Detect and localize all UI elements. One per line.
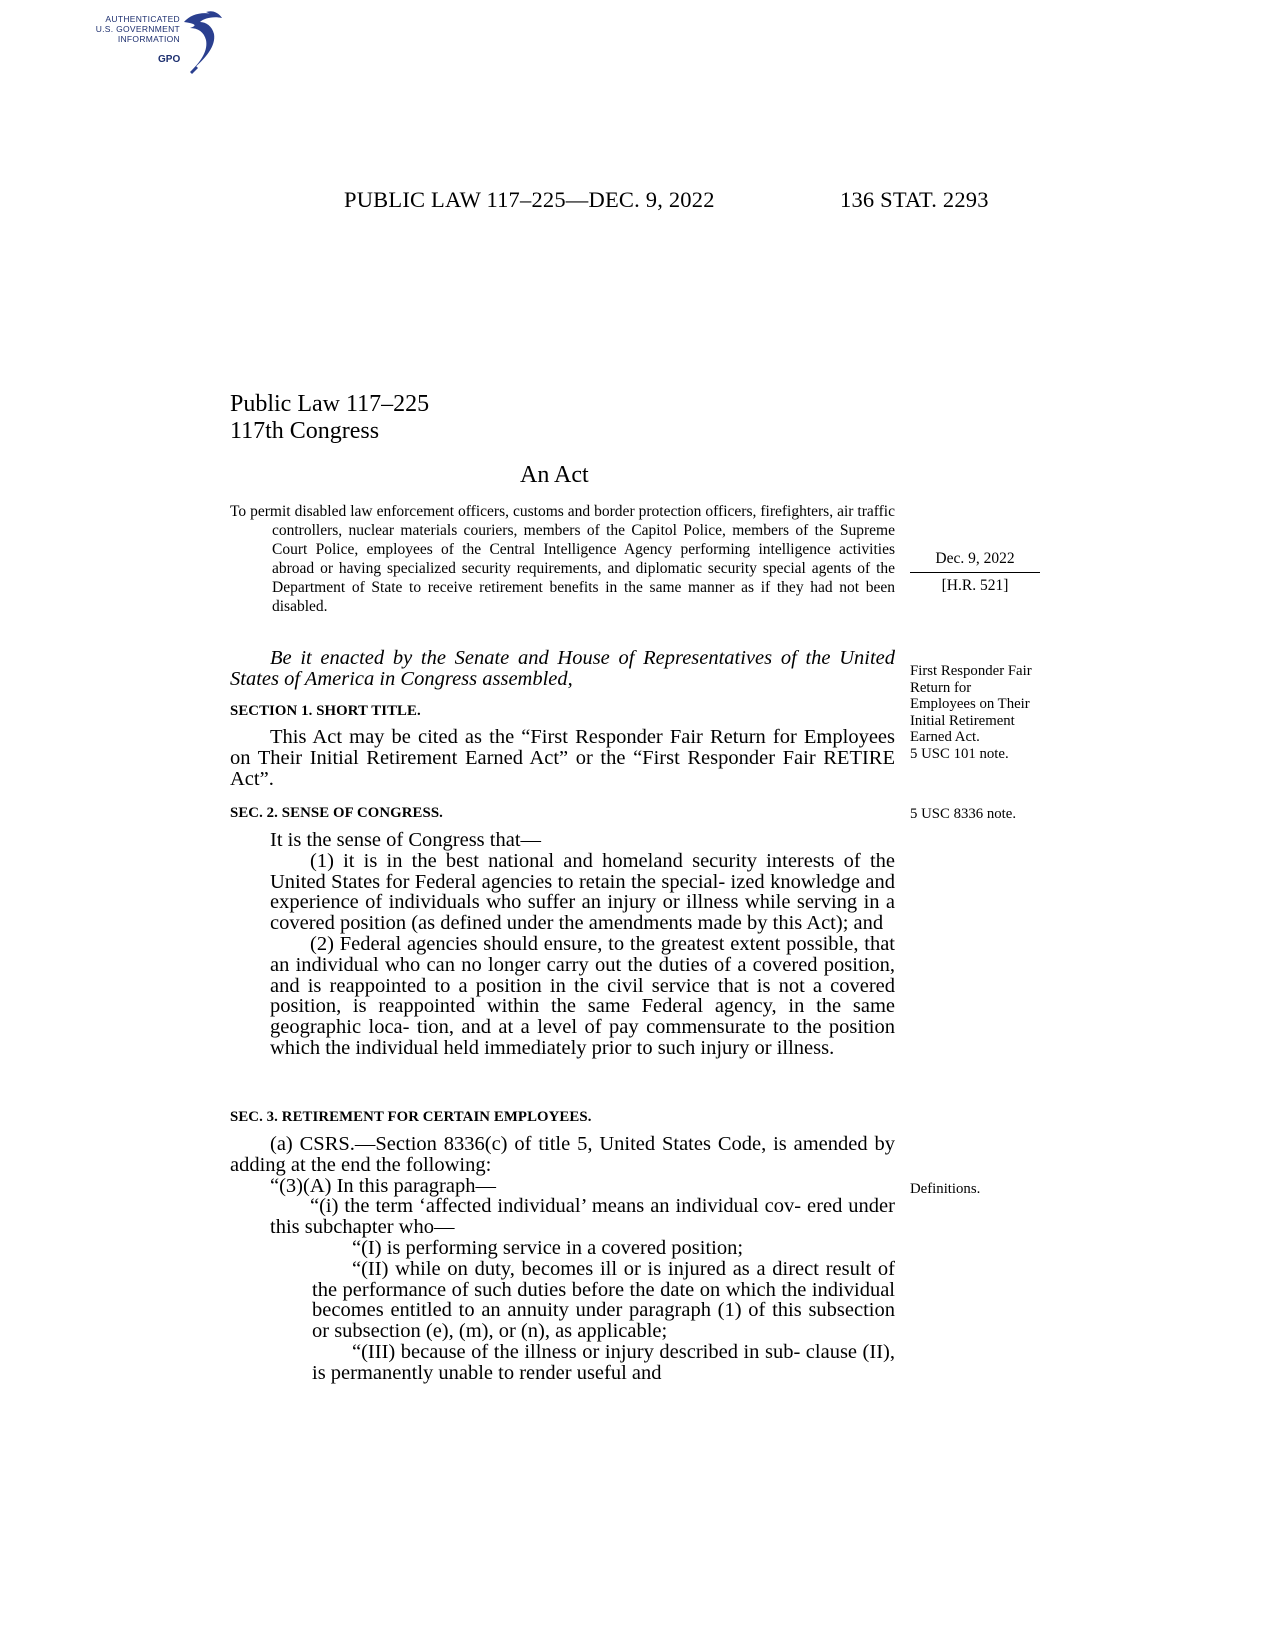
section-2-paragraph-2: (2) Federal agencies should ensure, to the greatest extent possible, that an individual who can no longer carry out the duties of a covered position, and is reappointed to a position in the civil service that is not a covered position, is reappointed within the same Federal agency, in the same geographic loca- tion, and at a level of pay commensurate to the position which the individual held immediately prior to such injury or illness. xyxy=(270,932,895,1059)
margin-note-definitions: Definitions. xyxy=(910,1181,981,1197)
seal-line-3: INFORMATION xyxy=(117,34,180,44)
section-1-body xyxy=(230,727,895,789)
section-3-subclause-III: “(III) because of the illness or injury described in sub- clause (II), is permanently unable to render useful and xyxy=(312,1340,895,1384)
margin-note-act-name: First Responder Fair Return for Employees on Their Initial Retirement Earned Act. xyxy=(910,663,1032,745)
act-summary-text: To permit disabled law enforcement officers, customs and border protection officers, firefighters, air traffic controllers, nuclear materials couriers, members of the Capitol Police, members of the Supreme Court Police, employees of the Central Intelligence Agency performing intelligence activities abroad or having specialized security requirements, and diplomatic security special agents of the Department of State to receive retirement benefits in the same manner as if they had not been disabled. xyxy=(230,503,895,615)
section-3-subsection-a: (a) CSRS.—Section 8336(c) of title 5, United States Code, is amended by adding at the end the following: xyxy=(230,1133,895,1176)
section-2-paragraph-1: (1) it is in the best national and homeland security interests of the United States for Federal agencies to retain the special- ized knowledge and experience of individuals who suffer an injury or illness while serving in a covered position (as defined under the amendments made by this Act); and xyxy=(270,849,895,935)
section-2-heading: SEC. 2. SENSE OF CONGRESS. xyxy=(230,805,443,821)
section-3-paragraph-3A: “(3)(A) In this paragraph— xyxy=(270,1174,496,1197)
margin-note-usc-101: 5 USC 101 note. xyxy=(910,745,1009,762)
enacting-clause: Be it enacted by the Senate and House of Representatives of the United States of America in Congress assembled, xyxy=(230,647,895,690)
section-2-body xyxy=(230,830,895,1059)
section-3-heading: SEC. 3. RETIREMENT FOR CERTAIN EMPLOYEES. xyxy=(230,1109,592,1125)
section-3-subclause-II: “(II) while on duty, becomes ill or is injured as a direct result of the performance of such duties before the date on which the individual becomes entitled to an annuity under paragraph (1) of this subsection or subsection (e), (m), or (n), as applicable; xyxy=(312,1257,895,1343)
congress-number: 117th Congress xyxy=(230,418,380,444)
public-law-number: Public Law 117–225 xyxy=(230,391,430,417)
margin-note-short-title xyxy=(910,663,1040,762)
section-3-body xyxy=(230,1134,895,1384)
section-1-text: This Act may be cited as the “First Responder Fair Return for Employees on Their Initial Retirement Earned Act” or the “First Responder Fair RETIRE Act”. xyxy=(230,726,895,790)
stat-page-number: 136 STAT. 2293 xyxy=(840,187,989,212)
seal-line-1: AUTHENTICATED xyxy=(105,14,180,24)
section-1-heading: SECTION 1. SHORT TITLE. xyxy=(230,703,421,719)
margin-note-usc-8336: 5 USC 8336 note. xyxy=(910,806,1017,822)
running-title: PUBLIC LAW 117–225—DEC. 9, 2022 xyxy=(344,187,715,212)
enacting-clause-block xyxy=(230,648,895,690)
act-heading: An Act xyxy=(520,462,589,488)
section-3-clause-i: “(i) the term ‘affected individual’ means an individual cov- ered under this subchapter who— xyxy=(270,1195,895,1239)
section-3-subclause-I: “(I) is performing service in a covered position; xyxy=(352,1236,744,1259)
eagle-icon xyxy=(176,8,228,80)
bill-number: [H.R. 521] xyxy=(941,577,1009,594)
enactment-date: Dec. 9, 2022 xyxy=(910,550,1040,573)
section-2-intro: It is the sense of Congress that— xyxy=(270,829,542,851)
seal-line-2: U.S. GOVERNMENT xyxy=(95,24,180,34)
date-block xyxy=(910,550,1040,595)
gpo-authentication-seal xyxy=(88,8,228,78)
act-summary xyxy=(230,502,895,616)
seal-gpo-text: GPO xyxy=(158,54,181,65)
